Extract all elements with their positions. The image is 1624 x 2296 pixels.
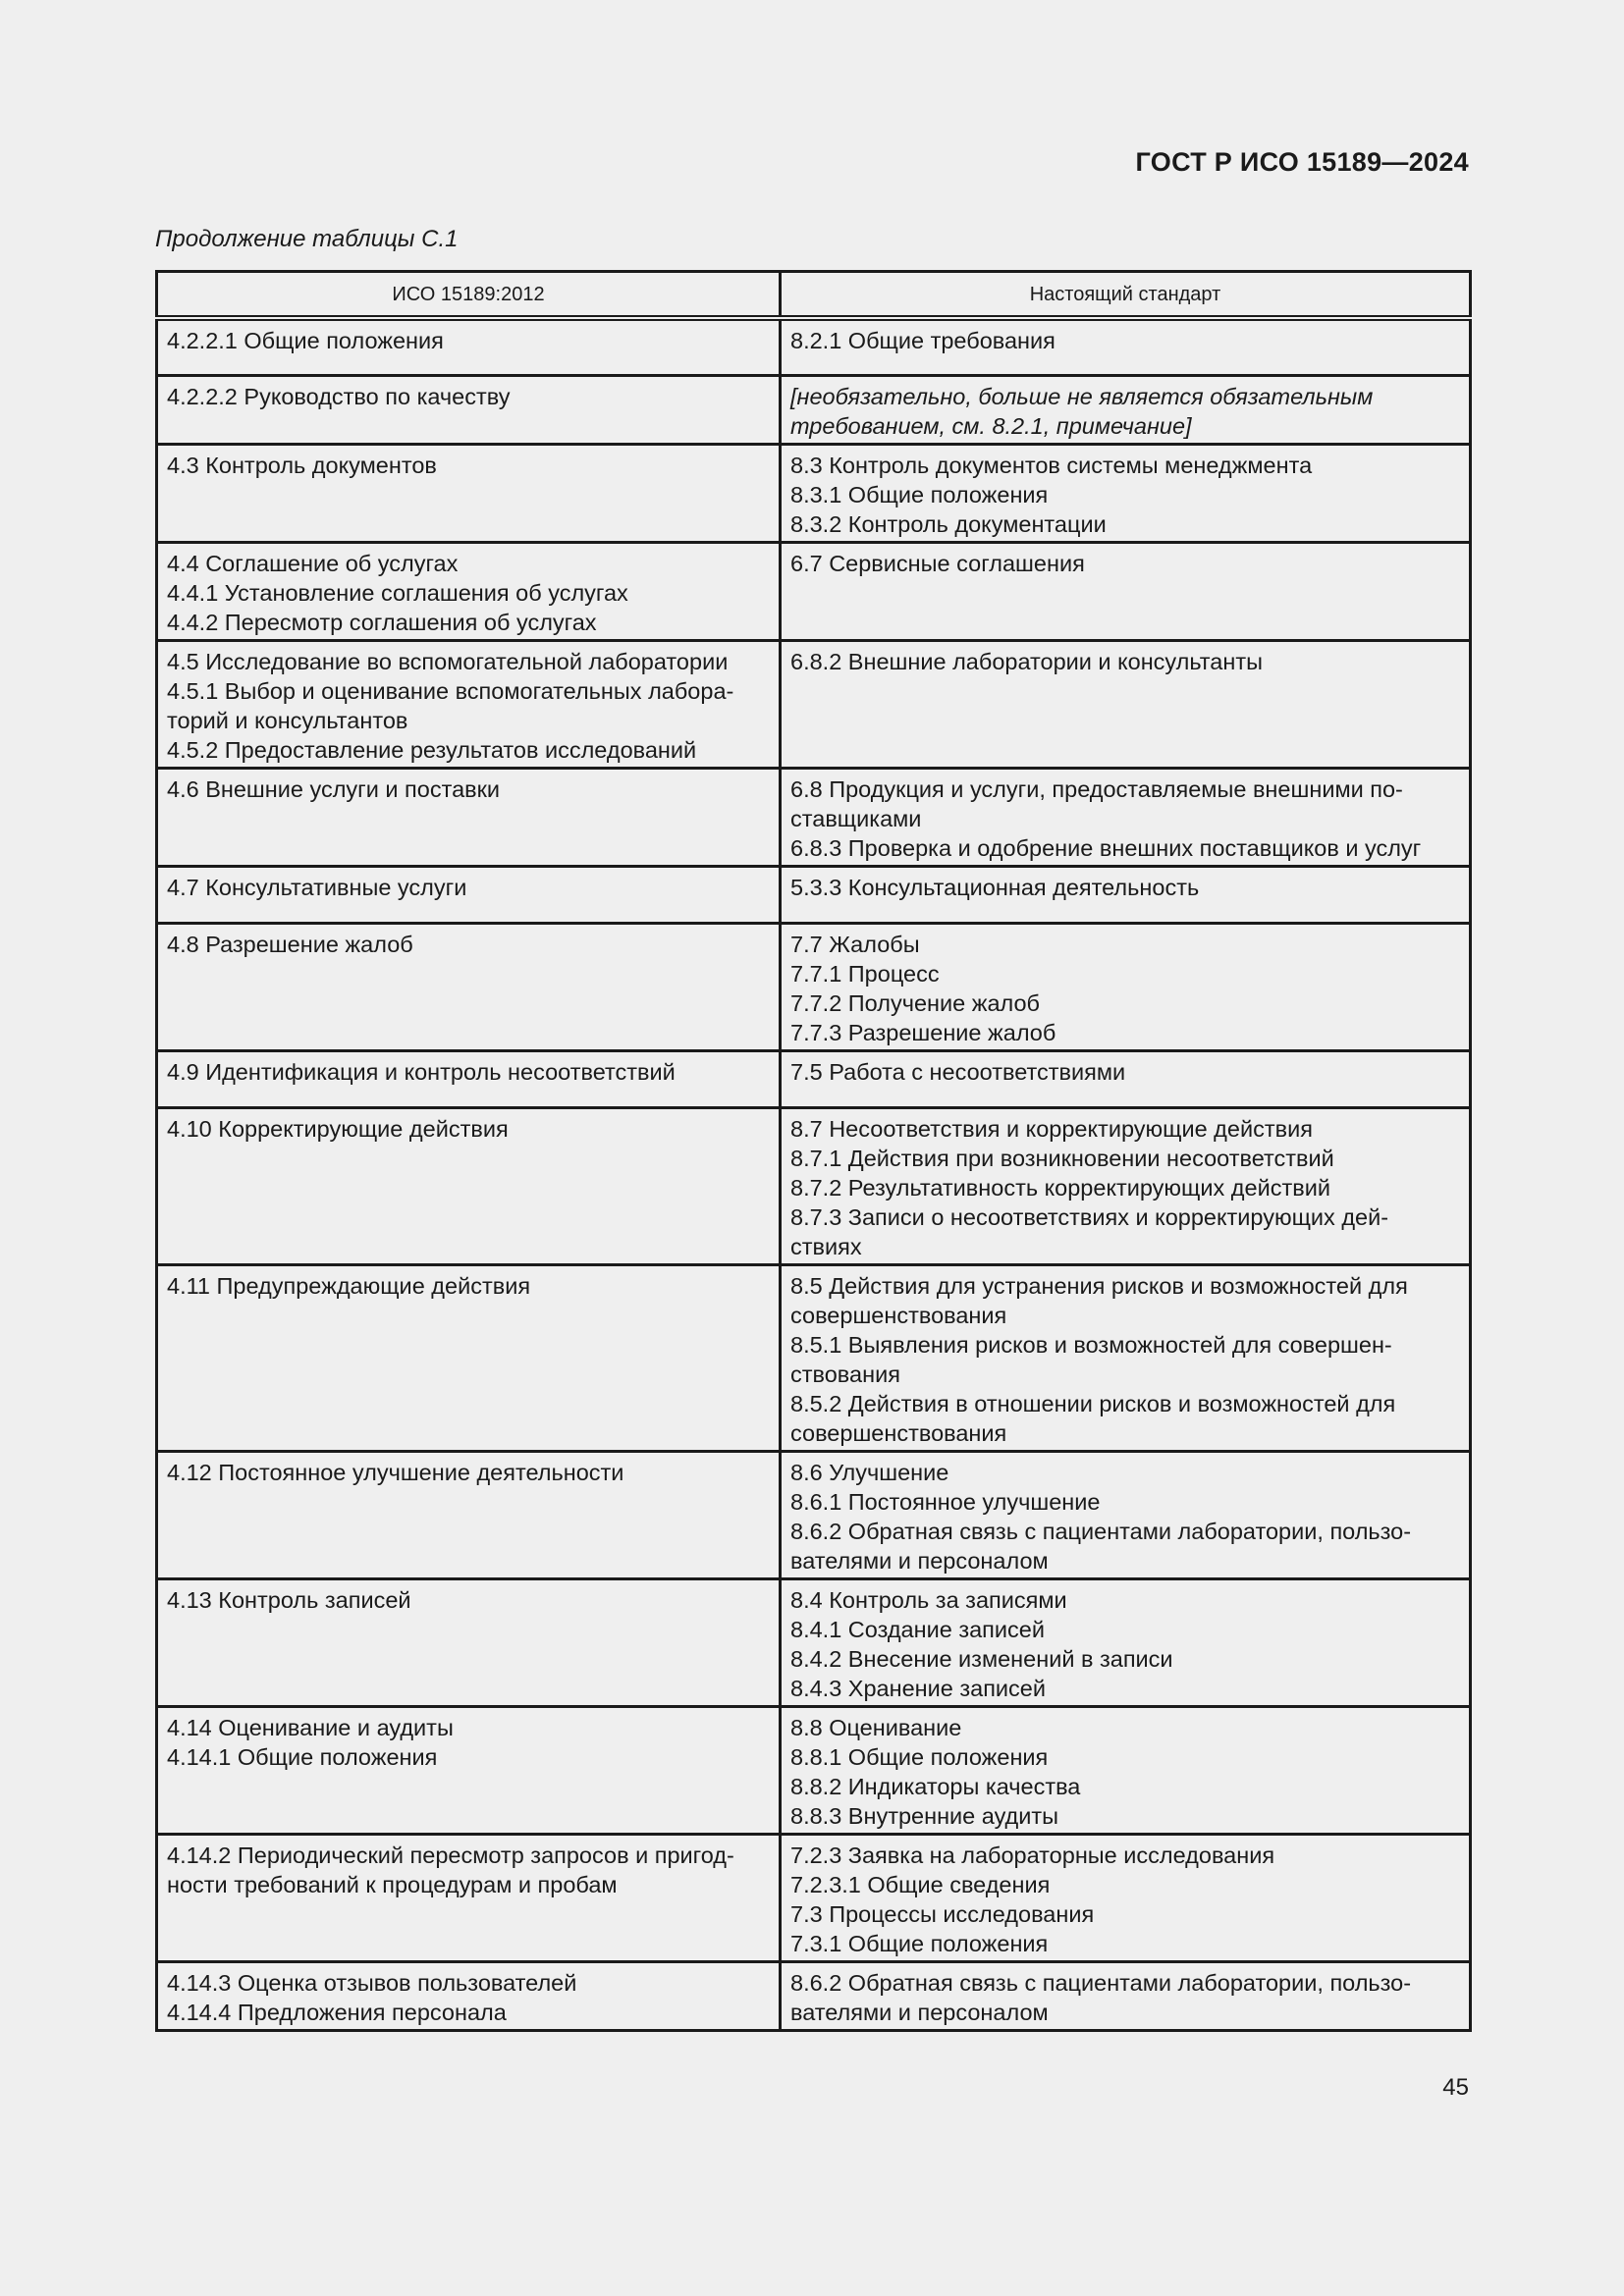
cell-current-standard xyxy=(781,318,1471,375)
clause-line: 7.3.1 Общие положения xyxy=(790,1930,1049,1956)
clause-line: 8.8.3 Внутренние аудиты xyxy=(790,1802,1059,1829)
clause-line: 8.8.2 Индикаторы качества xyxy=(790,1773,1081,1799)
cell-current-standard xyxy=(781,444,1471,542)
document-code: ГОСТ Р ИСО 15189—2024 xyxy=(1135,147,1469,177)
clause-line: 4.7 Консультативные услуги xyxy=(167,874,467,900)
clause-line: совершенствования xyxy=(790,1419,1007,1446)
clause-line: 4.6 Внешние услуги и поставки xyxy=(167,775,501,802)
clause-line: ставщиками xyxy=(790,805,922,831)
clause-line: вателями и персоналом xyxy=(790,1999,1049,2025)
correspondence-table xyxy=(155,270,1472,2032)
cell-iso-2012 xyxy=(157,1706,781,1834)
clause-line: 6.7 Сервисные соглашения xyxy=(790,550,1085,576)
cell-current-standard xyxy=(781,542,1471,640)
cell-iso-2012 xyxy=(157,923,781,1050)
cell-iso-2012 xyxy=(157,1578,781,1706)
table-row xyxy=(157,444,1471,542)
clause-line: 8.4 Контроль за записями xyxy=(790,1586,1067,1613)
table-row xyxy=(157,318,1471,375)
cell-iso-2012 xyxy=(157,1264,781,1451)
clause-line: 4.5.2 Предоставление результатов исследований xyxy=(167,736,697,763)
cell-iso-2012 xyxy=(157,1107,781,1264)
clause-line: 4.10 Корректирующие действия xyxy=(167,1115,509,1142)
clause-line: 8.4.2 Внесение изменений в записи xyxy=(790,1645,1173,1672)
clause-line: ности требований к процедурам и пробам xyxy=(167,1871,618,1897)
cell-current-standard xyxy=(781,1706,1471,1834)
clause-line: 4.14 Оценивание и аудиты xyxy=(167,1714,454,1740)
cell-current-standard xyxy=(781,1451,1471,1578)
clause-line: 6.8 Продукция и услуги, предоставляемые внешними по- xyxy=(790,775,1403,802)
table-row xyxy=(157,542,1471,640)
table-row xyxy=(157,768,1471,866)
cell-current-standard xyxy=(781,1050,1471,1107)
clause-line: 4.4.1 Установление соглашения об услугах xyxy=(167,579,628,606)
table-row xyxy=(157,640,1471,768)
page-number: 45 xyxy=(1442,2074,1469,2101)
cell-iso-2012 xyxy=(157,1451,781,1578)
clause-line: 8.5.1 Выявления рисков и возможностей для совершен- xyxy=(790,1331,1392,1358)
clause-line: 8.7.2 Результативность корректирующих действий xyxy=(790,1174,1330,1201)
clause-line: 8.5 Действия для устранения рисков и возможностей для xyxy=(790,1272,1408,1299)
clause-line: 4.13 Контроль записей xyxy=(167,1586,411,1613)
clause-line: 4.4.2 Пересмотр соглашения об услугах xyxy=(167,609,597,635)
table-row xyxy=(157,1264,1471,1451)
clause-line: 8.3 Контроль документов системы менеджмента xyxy=(790,452,1313,478)
table-row xyxy=(157,1706,1471,1834)
clause-line: 4.3 Контроль документов xyxy=(167,452,437,478)
clause-line: 7.3 Процессы исследования xyxy=(790,1900,1095,1927)
table-row xyxy=(157,1578,1471,1706)
cell-current-standard xyxy=(781,1834,1471,1961)
cell-current-standard xyxy=(781,1107,1471,1264)
cell-iso-2012 xyxy=(157,375,781,444)
clause-line: 4.8 Разрешение жалоб xyxy=(167,931,413,957)
table-row xyxy=(157,1107,1471,1264)
clause-line: 8.6 Улучшение xyxy=(790,1459,949,1485)
clause-line: 4.14.4 Предложения персонала xyxy=(167,1999,507,2025)
clause-line: 8.4.3 Хранение записей xyxy=(790,1675,1047,1701)
clause-line: 6.8.2 Внешние лаборатории и консультанты xyxy=(790,648,1263,674)
cell-iso-2012 xyxy=(157,1050,781,1107)
clause-line: 7.7.3 Разрешение жалоб xyxy=(790,1019,1056,1045)
clause-line: 4.14.2 Периодический пересмотр запросов и пригод- xyxy=(167,1842,734,1868)
clause-line: 8.6.2 Обратная связь с пациентами лаборатории, пользо- xyxy=(790,1518,1412,1544)
table-row xyxy=(157,1961,1471,2030)
clause-line: 7.2.3.1 Общие сведения xyxy=(790,1871,1051,1897)
clause-line: 8.8 Оценивание xyxy=(790,1714,962,1740)
clause-line: 8.3.2 Контроль документации xyxy=(790,510,1107,537)
clause-line: ствования xyxy=(790,1361,900,1387)
table-row xyxy=(157,866,1471,923)
cell-iso-2012 xyxy=(157,318,781,375)
clause-line: [необязательно, больше не является обязательным xyxy=(790,383,1374,409)
clause-line: вателями и персоналом xyxy=(790,1547,1049,1574)
column-header-current-standard: Настоящий стандарт xyxy=(781,272,1471,319)
cell-iso-2012 xyxy=(157,1834,781,1961)
clause-line: 8.6.1 Постоянное улучшение xyxy=(790,1488,1101,1515)
clause-line: 8.3.1 Общие положения xyxy=(790,481,1049,507)
clause-line: 7.2.3 Заявка на лабораторные исследования xyxy=(790,1842,1275,1868)
clause-line: 4.14.1 Общие положения xyxy=(167,1743,438,1770)
table-caption: Продолжение таблицы С.1 xyxy=(155,226,459,252)
clause-line: 8.7.1 Действия при возникновении несоответствий xyxy=(790,1145,1334,1171)
cell-iso-2012 xyxy=(157,1961,781,2030)
clause-line: 8.8.1 Общие положения xyxy=(790,1743,1049,1770)
cell-current-standard xyxy=(781,923,1471,1050)
cell-current-standard xyxy=(781,1961,1471,2030)
clause-line: торий и консультантов xyxy=(167,707,408,733)
clause-line: 4.14.3 Оценка отзывов пользователей xyxy=(167,1969,577,1996)
cell-current-standard xyxy=(781,1264,1471,1451)
clause-line: 4.4 Соглашение об услугах xyxy=(167,550,459,576)
clause-line: 8.7.3 Записи о несоответствиях и корректирующих дей- xyxy=(790,1203,1389,1230)
clause-line: 8.5.2 Действия в отношении рисков и возможностей для xyxy=(790,1390,1396,1416)
clause-line: 7.7.1 Процесс xyxy=(790,960,940,987)
cell-current-standard xyxy=(781,375,1471,444)
clause-line: 7.7.2 Получение жалоб xyxy=(790,989,1041,1016)
clause-line: 7.7 Жалобы xyxy=(790,931,920,957)
clause-line: 4.5.1 Выбор и оценивание вспомогательных лабора- xyxy=(167,677,734,704)
table-body xyxy=(157,318,1471,2030)
table-row xyxy=(157,1834,1471,1961)
clause-line: 8.2.1 Общие требования xyxy=(790,328,1056,353)
clause-line: 4.2.2.1 Общие положения xyxy=(167,328,444,353)
column-header-iso-2012: ИСО 15189:2012 xyxy=(157,272,781,319)
clause-line: 8.7 Несоответствия и корректирующие действия xyxy=(790,1115,1313,1142)
clause-line: 5.3.3 Консультационная деятельность xyxy=(790,874,1200,900)
cell-current-standard xyxy=(781,866,1471,923)
clause-line: ствиях xyxy=(790,1233,862,1259)
clause-line: 8.6.2 Обратная связь с пациентами лаборатории, пользо- xyxy=(790,1969,1412,1996)
table-row xyxy=(157,923,1471,1050)
cell-current-standard xyxy=(781,640,1471,768)
cell-iso-2012 xyxy=(157,542,781,640)
clause-line: 4.11 Предупреждающие действия xyxy=(167,1272,531,1299)
cell-current-standard xyxy=(781,1578,1471,1706)
clause-line: 4.5 Исследование во вспомогательной лаборатории xyxy=(167,648,729,674)
table-header-row xyxy=(157,272,1471,319)
clause-line: 4.2.2.2 Руководство по качеству xyxy=(167,383,511,409)
cell-iso-2012 xyxy=(157,640,781,768)
clause-line: требованием, см. 8.2.1, примечание] xyxy=(790,412,1192,439)
cell-current-standard xyxy=(781,768,1471,866)
table-row xyxy=(157,1451,1471,1578)
cell-iso-2012 xyxy=(157,768,781,866)
clause-line: совершенствования xyxy=(790,1302,1007,1328)
clause-line: 7.5 Работа с несоответствиями xyxy=(790,1058,1126,1085)
cell-iso-2012 xyxy=(157,444,781,542)
clause-line: 4.9 Идентификация и контроль несоответствий xyxy=(167,1058,676,1085)
clause-line: 8.4.1 Создание записей xyxy=(790,1616,1045,1642)
cell-iso-2012 xyxy=(157,866,781,923)
clause-line: 4.12 Постоянное улучшение деятельности xyxy=(167,1459,624,1485)
table-row xyxy=(157,1050,1471,1107)
table-row xyxy=(157,375,1471,444)
clause-line: 6.8.3 Проверка и одобрение внешних поставщиков и услуг xyxy=(790,834,1422,861)
